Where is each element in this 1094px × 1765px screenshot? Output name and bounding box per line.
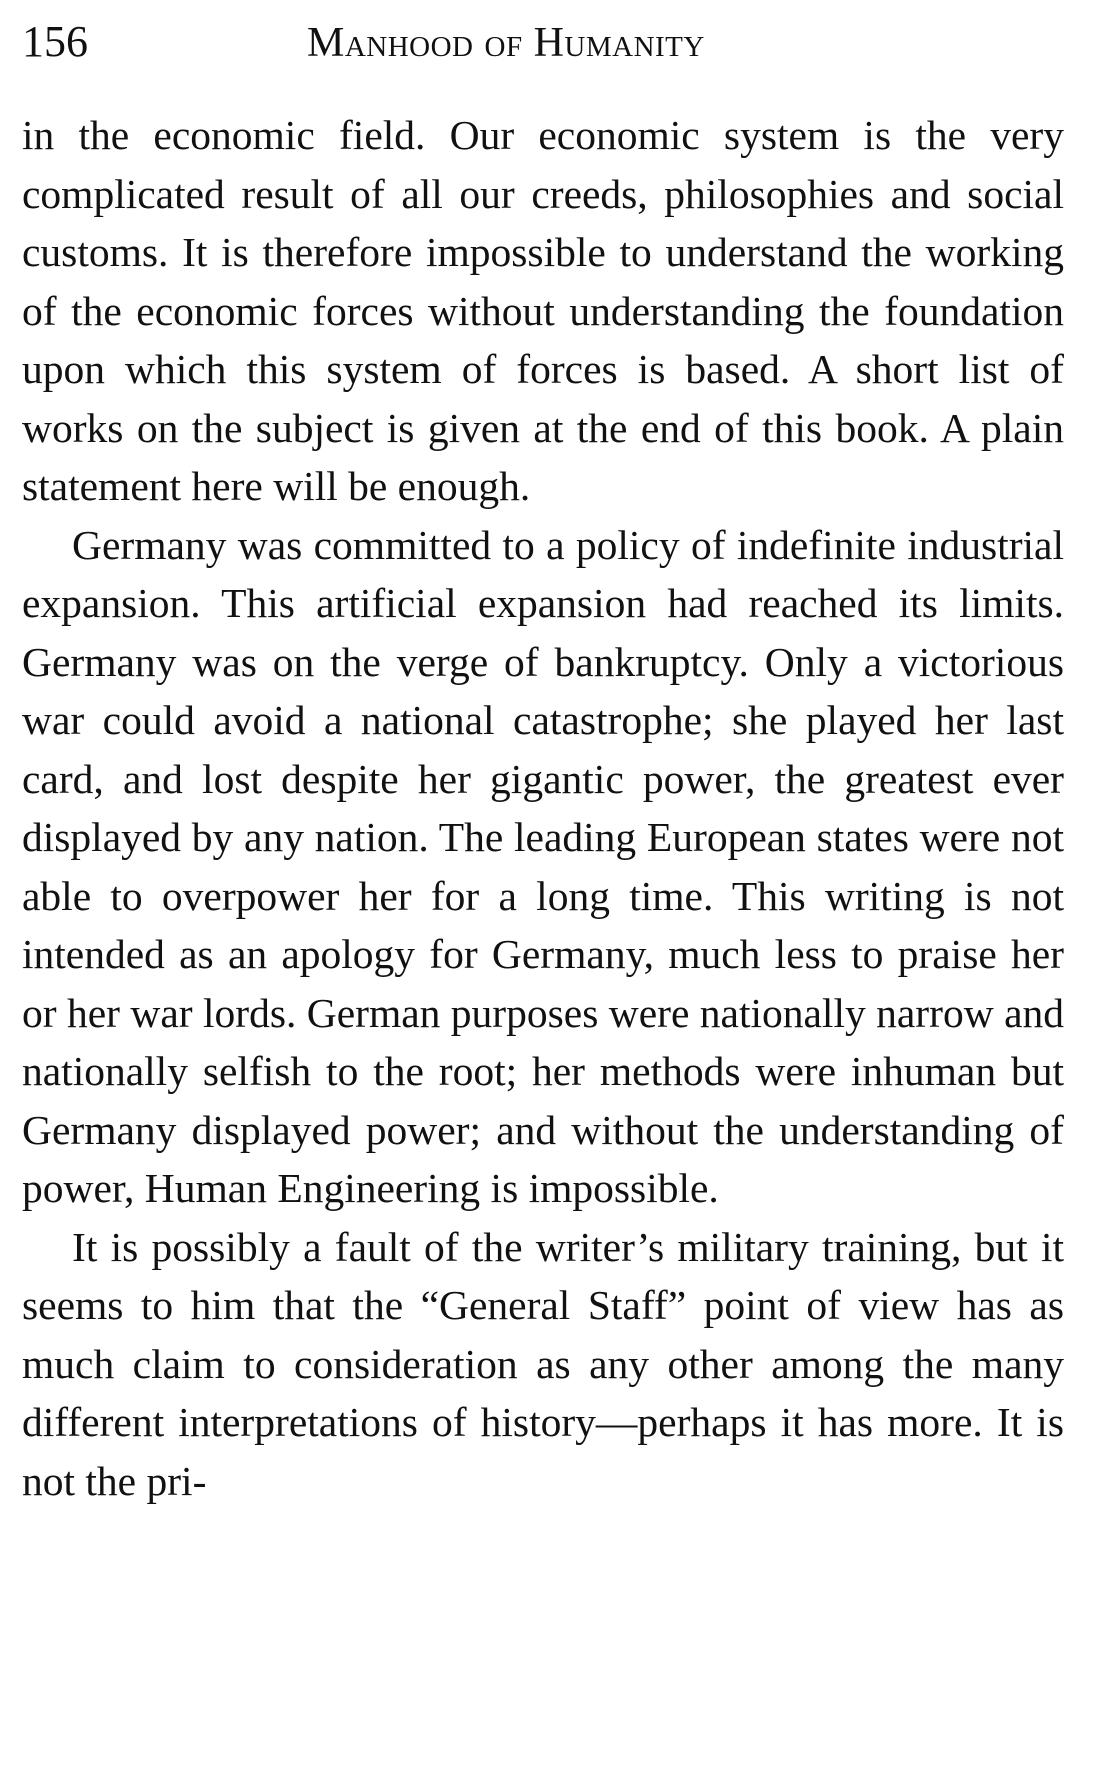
paragraph: It is possibly a fault of the writer’s military training, but it seems to him that the “General Staff” point of view has as much claim to consideration as any other among the many different interpretations of history—perhaps it has more. It is not the pri-: [22, 1223, 1064, 1504]
body-text: [22, 106, 1064, 1510]
page-number: 156: [22, 17, 88, 66]
running-head: [22, 14, 1064, 84]
paragraph: Germany was committed to a policy of indefinite industrial expansion. This artificial expansion had reached its limits. Germany was on the verge of bankruptcy. Only a victorious war could avoid a national catastrophe; she played her last card, and lost despite her gigantic power, the greatest ever displayed by any nation. The leading European states were not able to overpower her for a long time. This writing is not intended as an apology for Germany, much less to praise her or her war lords. German purposes were nationally narrow and nationally selfish to the root; her methods were inhuman but Germany displayed power; and without the understanding of power, Human Engineering is impossible.: [22, 521, 1064, 1211]
book-title: Manhood of Humanity: [307, 20, 705, 66]
paragraph-continued: in the economic field. Our economic system is the very complicated result of all our creeds, philosophies and social customs. It is therefore impossible to understand the working of the economic forces without understanding the foundation upon which this system of forces is based. A short list of works on the subject is given at the end of this book. A plain statement here will be enough.: [22, 112, 1064, 509]
